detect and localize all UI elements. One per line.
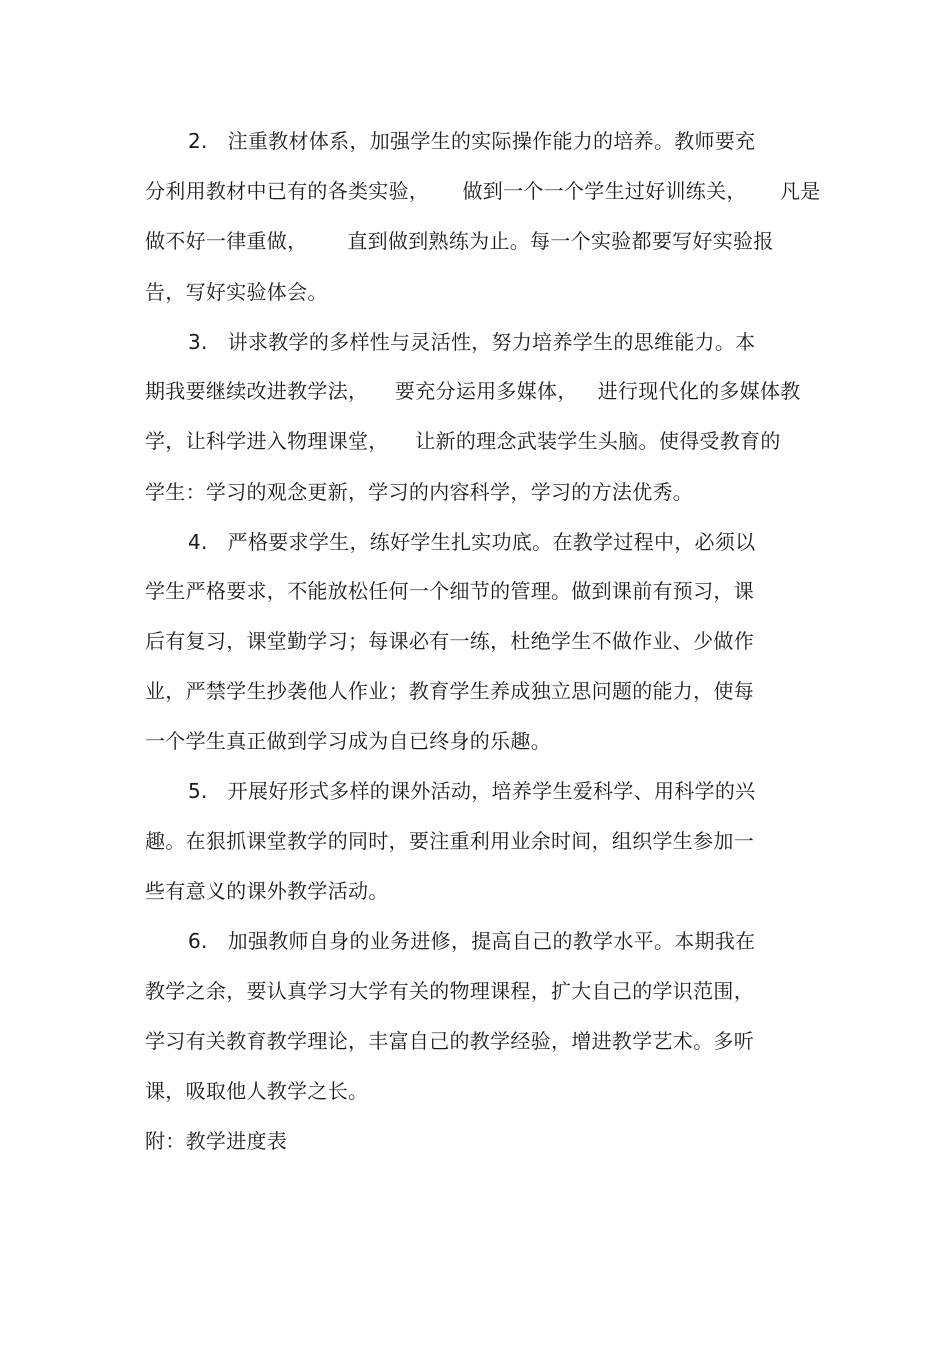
text-line: 一个学生真正做到学习成为自已终身的乐趣。 — [145, 729, 551, 753]
text-line: 课，吸取他人教学之长。 — [145, 1079, 369, 1103]
text-line: 4. 严格要求学生，练好学生扎实功底。在教学过程中，必须以 — [188, 530, 756, 554]
text-line: 学生严格要求，不能放松任何一个细节的管理。做到课前有预习，课 — [145, 579, 754, 603]
text-line: 做不好一律重做， 直到做到熟练为止。每一个实验都要写好实验报 — [145, 229, 774, 253]
text-line: 些有意义的课外教学活动。 — [145, 879, 389, 903]
text-line: 3. 讲求教学的多样性与灵活性，努力培养学生的思维能力。本 — [188, 330, 756, 354]
text-line: 后有复习，课堂勤学习；每课必有一练，杜绝学生不做作业、少做作 — [145, 629, 754, 653]
text-line: 5. 开展好形式多样的课外活动，培养学生爱科学、用科学的兴 — [188, 779, 756, 803]
text-line: 趣。在狠抓课堂教学的同时，要注重利用业余时间，组织学生参加一 — [145, 829, 754, 853]
text-line: 期我要继续改进教学法， 要充分运用多媒体， 进行现代化的多媒体教 — [145, 379, 801, 403]
text-line: 学，让科学进入物理课堂， 让新的理念武装学生头脑。使得受教育的 — [145, 429, 781, 453]
text-line: 学习有关教育教学理论，丰富自己的教学经验，增进教学艺术。多听 — [145, 1029, 754, 1053]
attachment-line: 附：教学进度表 — [145, 1129, 288, 1153]
text-line: 分利用教材中已有的各类实验， 做到一个一个学生过好训练关， 凡是 — [145, 179, 821, 203]
text-line: 教学之余，要认真学习大学有关的物理课程，扩大自己的学识范围， — [145, 979, 754, 1003]
text-line: 业，严禁学生抄袭他人作业；教育学生养成独立思问题的能力，使每 — [145, 679, 754, 703]
text-line: 6. 加强教师自身的业务进修，提高自己的教学水平。本期我在 — [188, 929, 756, 953]
text-line: 2. 注重教材体系，加强学生的实际操作能力的培养。教师要充 — [188, 129, 756, 153]
text-line: 告，写好实验体会。 — [145, 280, 328, 304]
text-line: 学生：学习的观念更新，学习的内容科学，学习的方法优秀。 — [145, 480, 694, 504]
